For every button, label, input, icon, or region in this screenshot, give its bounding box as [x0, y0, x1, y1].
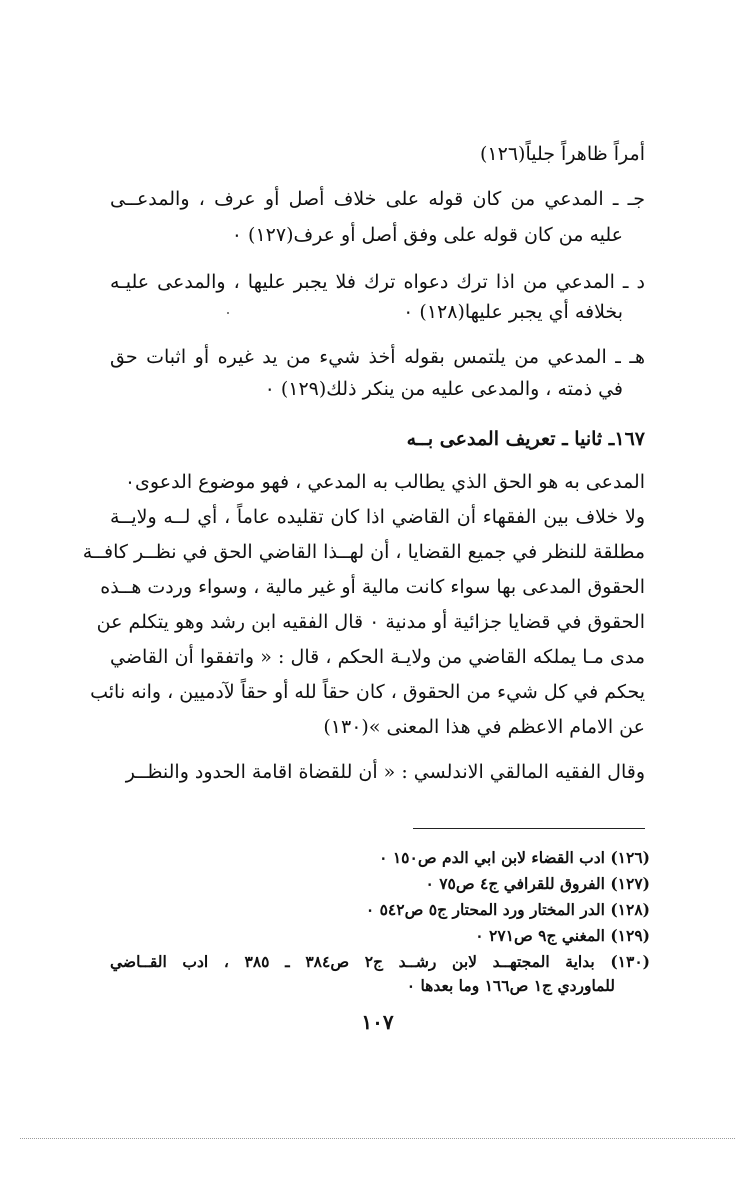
footnote: (١٢٦) ادب القضاء لابن ابي الدم ص١٥٠ ٠: [379, 848, 650, 867]
footnote: (١٢٩) المغني ج٩ ص٢٧١ ٠: [475, 926, 650, 945]
text-line: د ـ المدعي من اذا ترك دعواه ترك فلا يجبر عليها ، والمدعى عليـه: [110, 271, 645, 293]
section-heading: ١٦٧ـ ثانيا ـ تعريف المدعى بــه: [406, 428, 645, 450]
text-line: جـ ـ المدعي من كان قوله على خلاف أصل أو عرف ، والمدعــى: [110, 188, 645, 210]
page-number: ١٠٧: [361, 1010, 394, 1034]
scan-speck: [227, 312, 229, 314]
text-line: هـ ـ المدعي من يلتمس بقوله أخذ شيء من يد غيره أو اثبات حق: [110, 346, 645, 368]
text-line: المدعى به هو الحق الذي يطالب به المدعي ، فهو موضوع الدعوى٠: [124, 471, 645, 493]
footnote-separator: [413, 828, 645, 829]
text-line: وقال الفقيه المالقي الاندلسي : « أن للقضاة اقامة الحدود والنظــر: [125, 761, 645, 783]
text-line: في ذمته ، والمدعى عليه من ينكر ذلك(١٢٩) ٠: [264, 378, 623, 400]
text-line: الحقوق في قضايا جزائية أو مدنية ٠ قال الفقيه ابن رشد وهو يتكلم عن: [96, 611, 645, 633]
footnote: (١٢٧) الفروق للقرافي ج٤ ص٧٥ ٠: [425, 874, 650, 893]
footnote: (١٣٠) بداية المجتهــد لابن رشــد ج٢ ص٣٨٤ ـ ٣٨٥ ، ادب القــاضي: [110, 952, 650, 971]
text-line: عن الامام الاعظم في هذا المعنى »(١٣٠): [323, 716, 645, 738]
footnote-continuation: للماوردي ج١ ص١٦٦ وما بعدها ٠: [406, 976, 615, 995]
text-line: الحقوق المدعى بها سواء كانت مالية أو غير مالية ، وسواء وردت هــذه: [100, 576, 645, 598]
text-line: أمراً ظاهراً جلياً(١٢٦): [479, 143, 645, 165]
text-line: بخلافه أي يجبر عليها(١٢٨) ٠: [403, 301, 623, 323]
text-line: يحكم في كل شيء من الحقوق ، كان حقاً لله أو حقاً لآدميين ، وانه نائب: [90, 681, 645, 703]
text-line: ولا خلاف بين الفقهاء أن القاضي اذا كان تقليده عاماً ، أي لــه ولايــة: [110, 506, 645, 528]
text-line: عليه من كان قوله على وفق أصل أو عرف(١٢٧) ٠: [231, 224, 623, 246]
text-line: مطلقة للنظر في جميع القضايا ، أن لهــذا القاضي الحق في نظــر كافــة: [82, 541, 645, 563]
scan-edge: [20, 1138, 735, 1141]
footnote: (١٢٨) الدر المختار ورد المحتار ج٥ ص٥٤٢ ٠: [365, 900, 650, 919]
text-line: مدى مـا يملكه القاضي من ولايـة الحكم ، قال : « واتفقوا أن القاضي: [110, 646, 645, 668]
